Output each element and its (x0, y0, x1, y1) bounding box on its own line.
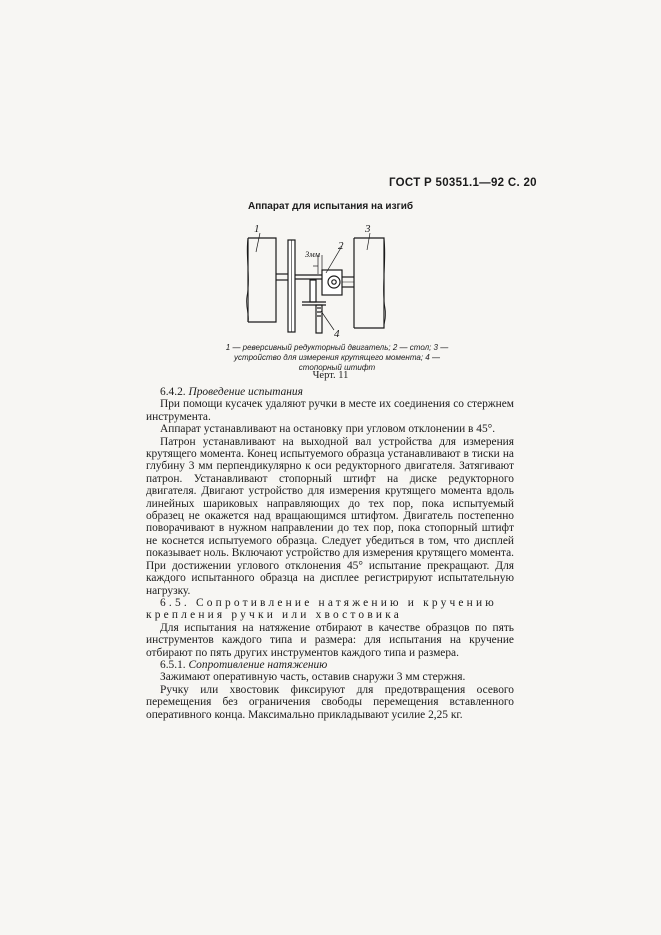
paragraph: Зажимают оперативную часть, оставив снаружи 3 мм стержня. (160, 671, 466, 684)
page-header: ГОСТ Р 50351.1—92 С. 20 (389, 177, 537, 189)
section-heading: 6.5. Сопротивление натяжению и кручению крепления ручки или хвостовика (146, 596, 497, 622)
body-text (146, 386, 514, 721)
paragraph: Патрон устанавливают на выходной вал устройства для измерения крутящего момента. Конец испытуемого образца устанавливают в тиски на глубину 3 мм перпендикулярно к оси редукторного двигателя. Затягивают патрон. Устанавливают стопорный штифт на диске редукторного двигателя. Двигают устройство для измерения крутящего момента вдоль линейных шариковых направляющих до тех пор, пока испытуемый образец не окажется над вращающимся штифтом. Двигатель постепенно поворачивают в нужном направлении до тех пор, пока стопорный штифт не коснется испытуемого образца. Следует убедиться в том, что дисплей показывает ноль. Включают устройство для измерения крутящего момента. При достижении углового отклонения 45° испытание прекращают. Для каждого испытанного образца на дисплее регистрируют испытательную нагрузку. (146, 435, 514, 597)
section-heading: 6.4.2. Проведение испытания (160, 386, 303, 398)
motor-block (248, 238, 276, 322)
section-heading: 6.5.1. Сопротивление натяжению (160, 658, 328, 671)
label-4: 4 (334, 328, 340, 340)
dimension-label: 3мм (305, 249, 321, 259)
stop-pin (310, 280, 316, 302)
label-1: 1 (254, 223, 260, 235)
figure-title: Аппарат для испытания на изгиб (247, 201, 414, 212)
figure-caption: 1 — реверсивный редукторный двигатель; 2 — стол; 3 — устройство для измерения крутящего момента; 4 — стопорный штифт (225, 343, 449, 372)
label-2: 2 (338, 240, 344, 252)
paragraph: Для испытания на натяжение отбирают в качестве образцов по пять инструментов каждого типа и размера: для испытания на кручение отбирают по пять других инструментов каждого типа и размера. (146, 621, 514, 659)
figure-number: Черт. 11 (312, 370, 349, 381)
paragraph: При помощи кусачек удаляют ручки в месте их соединения со стержнем инструмента. (146, 398, 514, 423)
label-3: 3 (365, 223, 371, 235)
bending-test-apparatus-drawing (230, 216, 420, 344)
paragraph: Ручку или хвостовик фиксируют для предотвращения осевого перемещения без ограничения свободы перемещения вставленного оперативного конца. Максимально прикладывают усилие 2,25 кг. (146, 683, 514, 721)
paragraph: Аппарат устанавливают на остановку при угловом отклонении в 45°. (160, 423, 496, 436)
torque-device (354, 238, 384, 328)
